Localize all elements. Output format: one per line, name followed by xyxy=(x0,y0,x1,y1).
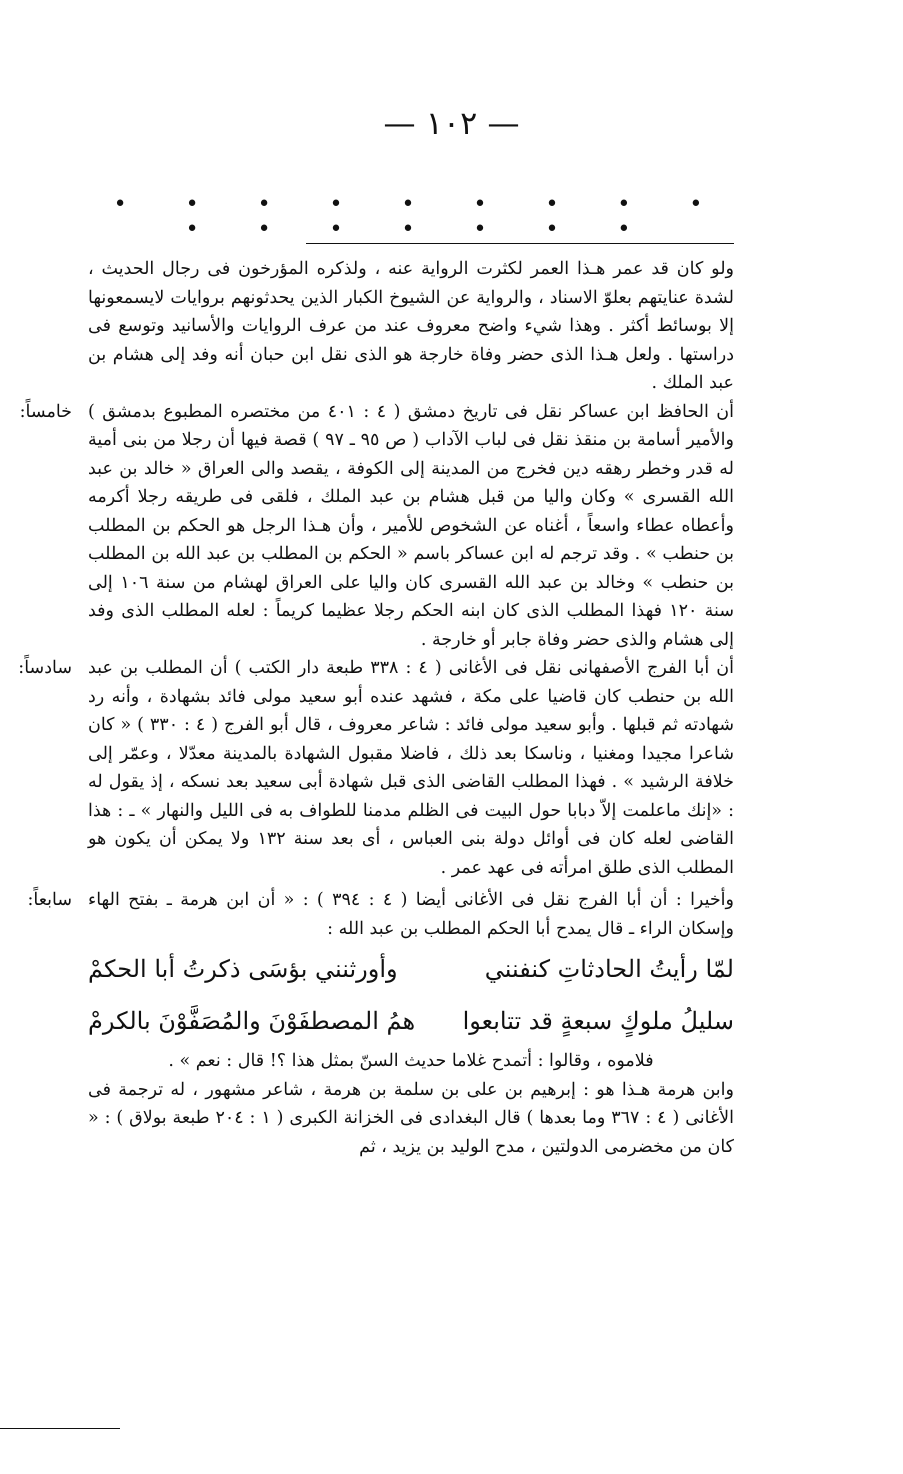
verse-first-hemistich: لمّا رأيتُ الحادثاتِ كنفنني xyxy=(484,955,734,983)
intro-paragraph: ولو كان قد عمر هـذا العمر لكثرت الرواية عنه ، ولذكره المؤرخون فى رجال الحديث ، لشدة عنايتهم بعلوّ الاسناد ، والرواية عن الشيوخ الكبار الذين يحدثونهم بروايات لايسمعونها إلا بوسائط أكثر . وهذا شيء واضح معروف عند من عرف الروايات والأسانيد وتوسع فى دراستها . ولعل هـذا الذى حضر وفاة خارجة هو الذى نقل ابن حبان أنه وفد إلى هشام بن عبد الملك . xyxy=(88,259,734,393)
verse-second-hemistich: همُ المصطفَوْنَ والمُصَفَّوْنَ بالكرمْ xyxy=(88,1007,416,1035)
poem-verse xyxy=(88,995,734,1047)
section-label: سابعاً: xyxy=(27,890,72,910)
page-body xyxy=(18,255,735,1161)
section-label: سادساً: xyxy=(18,658,72,678)
page-number: — ١٠٢ — xyxy=(383,104,520,142)
omission-dots: • • • • • • • • • • • • • • • • xyxy=(113,192,729,242)
after-verses-line: فلاموه ، وقالوا : أتمدح غلاما حديث السنّ بمثل هذا ؟! قال : نعم » . xyxy=(168,1051,654,1071)
top-rule xyxy=(306,243,734,244)
section-fifth xyxy=(19,398,735,655)
section-seventh xyxy=(27,886,734,943)
section-label: خامساً: xyxy=(19,401,72,422)
section-text: وأخيرا : أن أبا الفرج نقل فى الأغانى أيضا ( ٤ : ٣٩٤ ) : « أن ابن هرمة ـ بفتح الهاء وإسكان الراء ـ قال يمدح أبا الحكم المطلب بن عبد الله : xyxy=(88,890,734,939)
verse-second-hemistich: وأورثنني بؤسَى ذكرتُ أبا الحكمْ xyxy=(88,955,398,983)
section-sixth xyxy=(18,654,735,882)
final-paragraph: وابن هرمة هـذا هو : إبرهيم بن على بن سلمة بن هرمة ، شاعر مشهور ، له ترجمة فى الأغانى ( ٤ : ٣٦٧ وما بعدها ) قال البغدادى فى الخزانة الكبرى ( ١ : ٢٠٤ طبعة بولاق ) : « كان من مخضرمى الدولتين ، مدح الوليد بن يزيد ، ثم xyxy=(88,1079,734,1157)
section-text: أن الحافظ ابن عساكر نقل فى تاريخ دمشق ( ٤ : ٤٠١ من مختصره المطبوع بدمشق ) والأمير أسامة بن منقذ نقل فى لباب الآداب ( ص ٩٥ ـ ٩٧ ) قصة فيها أن رجلا من بنى أمية له قدر وخطر رهقه دين فخرج من المدينة إلى الكوفة ، يقصد والى العراق « خالد بن عبد الله القسرى » وكان واليا من قبل هشام بن عبد الملك ، فلقى فى طريقه رجلا أكرمه وأعطاه عطاء واسعاً ، أغناه عن الشخوص للأمير ، وأن هـذا الرجل هو الحكم بن المطلب بن حنطب » . وقد ترجم له ابن عساكر باسم « الحكم بن المطلب بن عبد الله بن المطلب بن حنطب » وخالد بن عبد الله القسرى كان واليا على العراق لهشام من سنة ١٠٦ إلى سنة ١٢٠ فهذا المطلب الذى كان ابنه الحكم رجلا عظيما كريماً : لعله المطلب الذى وفد إلى هشام والذى حضر وفاة جابر أو خارجة . xyxy=(88,401,735,650)
section-text: أن أبا الفرج الأصفهانى نقل فى الأغانى ( ٤ : ٣٣٨ طبعة دار الكتب ) أن المطلب بن عبد الله بن حنطب كان قاضيا على مكة ، فشهد عنده أبو سعيد مولى فائد بشهادة ، وأنه رد شهادته ثم قبلها . وأبو سعيد مولى فائد : شاعر معروف ، قال أبو الفرج ( ٤ : ٣٣٠ ) « كان شاعرا مجيدا ومغنيا ، وناسكا بعد ذلك ، فاضلا مقبول الشهادة بالمدينة معدّلا ، وعمّر إلى خلافة الرشيد » . فهذا المطلب القاضى الذى قبل شهادة أبى سعيد بعد نسكه ، إذ يقول له : «إنك ماعلمت إلاّ دبابا حول البيت فى الظلم مدمنا للطواف به فى الليل والنهار » ـ : هذا القاضى لعله كان فى أوائل دولة بنى العباس ، أى بعد سنة ١٣٢ ولا يمكن أن يكون هو المطلب الذى طلق امرأته فى عهد عمر . xyxy=(88,658,735,878)
verse-first-hemistich: سليلُ ملوكٍ سبعةٍ قد تتابعوا xyxy=(462,1007,734,1035)
footnote-rule xyxy=(0,1428,120,1429)
poem-verse xyxy=(88,943,734,995)
